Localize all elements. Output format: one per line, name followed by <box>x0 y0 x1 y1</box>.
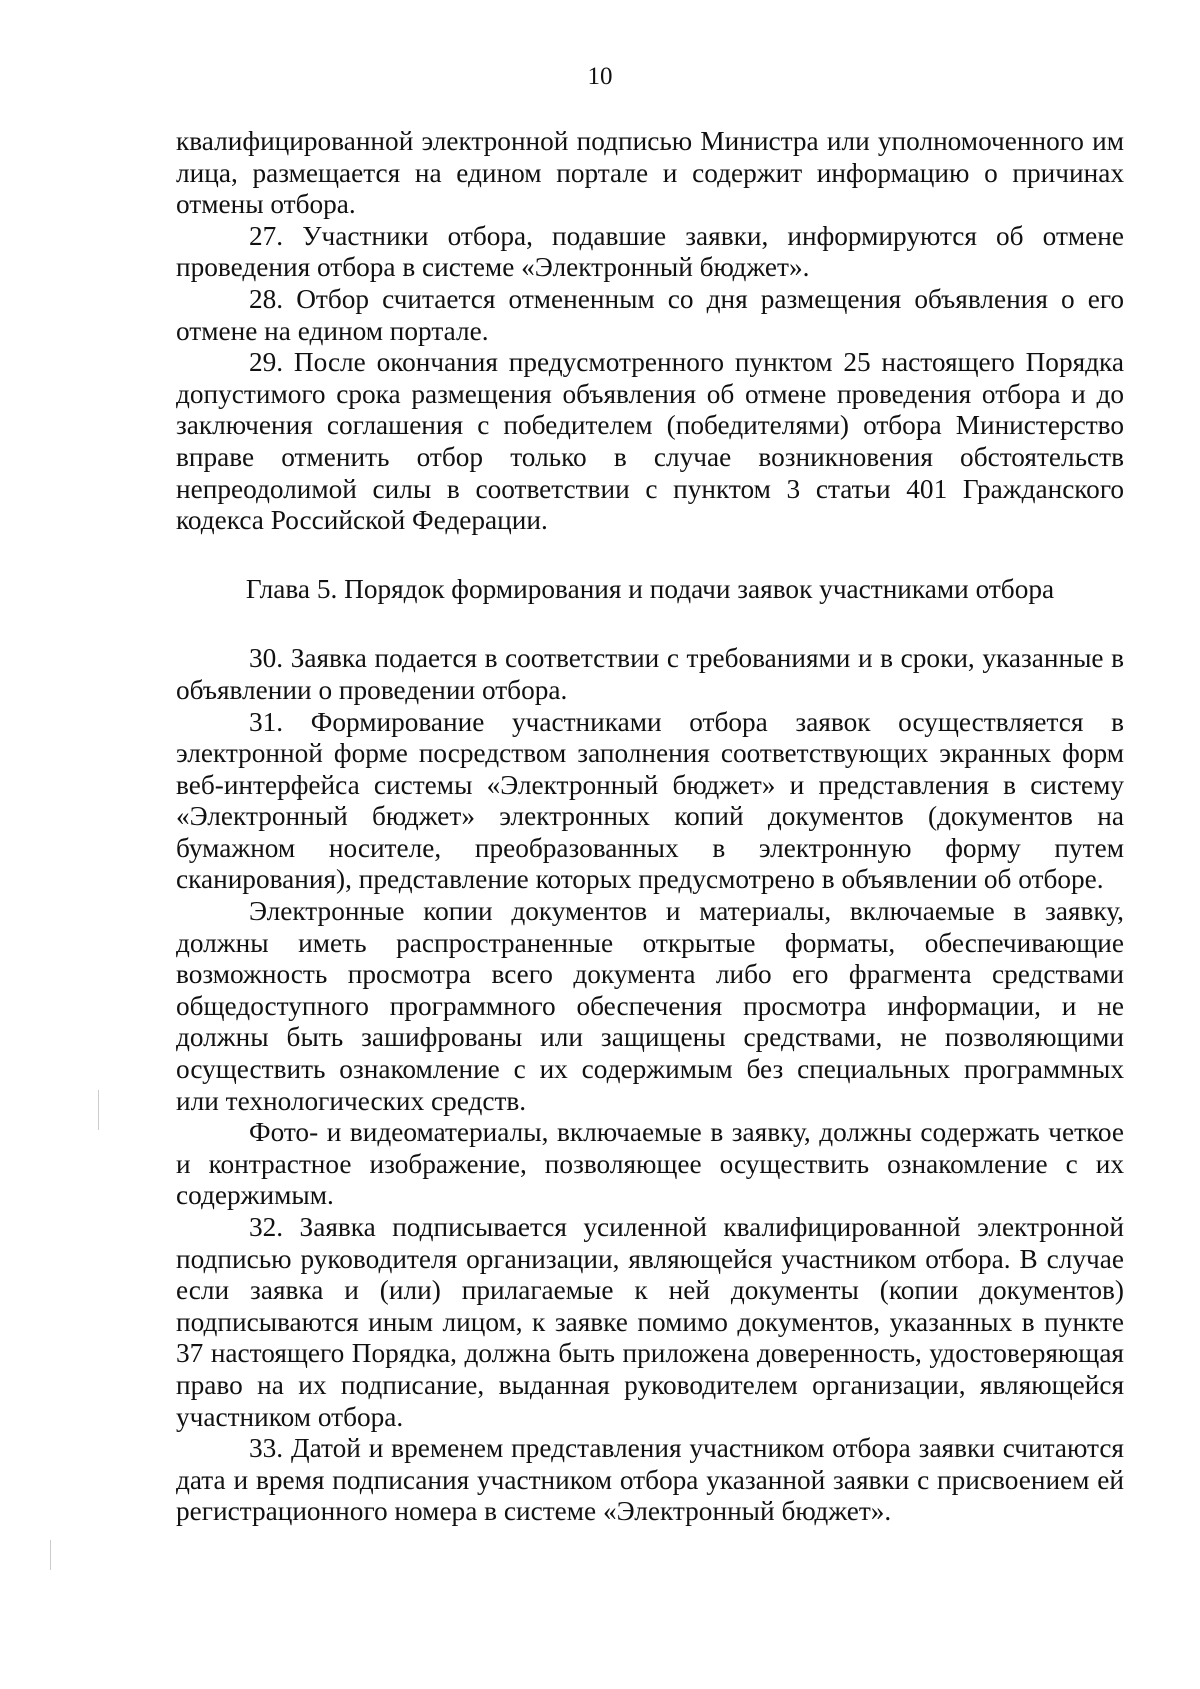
paragraph-continuation: квалифицированной электронной подписью Министра или уполномоченного им лица, размещается на едином портале и содержит информацию о причинах отмены отбора. <box>176 126 1124 220</box>
paragraph-31: 31. Формирование участниками отбора заявок осуществляется в электронной форме посредством заполнения соответствующих экранных форм веб-интерфейса системы «Электронный бюджет» и представления в систему «Электронный бюджет» электронных копий документов (документов на бумажном носителе, преобразованных в электронную форму путем сканирования), представление которых предусмотрено в объявлении об отборе. <box>176 706 1124 895</box>
paragraph-27: 27. Участники отбора, подавшие заявки, информируются об отмене проведения отбора в системе «Электронный бюджет». <box>176 220 1124 283</box>
chapter-heading: Глава 5. Порядок формирования и подачи заявок участниками отбора <box>245 573 1055 604</box>
document-body <box>176 126 1124 1528</box>
scan-edge-mark <box>98 1090 99 1130</box>
paragraph-30: 30. Заявка подается в соответствии с требованиями и в сроки, указанные в объявлении о проведении отбора. <box>176 643 1124 705</box>
paragraph-31-electronic-copies: Электронные копии документов и материалы, включаемые в заявку, должны иметь распространенные открытые форматы, обеспечивающие возможность просмотра всего документа либо его фрагмента средствами общедоступного программного обеспечения просмотра информации, и не должны быть зашифрованы или защищены средствами, не позволяющими осуществить ознакомление с их содержимым без специальных программных или технологических средств. <box>176 896 1124 1116</box>
paragraph-33: 33. Датой и временем представления участником отбора заявки считаются дата и время подписания участником отбора указанной заявки с присвоением ей регистрационного номера в системе «Электронный бюджет». <box>176 1433 1124 1527</box>
scan-edge-mark <box>50 1540 51 1570</box>
page-number: 10 <box>587 63 613 90</box>
paragraph-31-photo-video: Фото- и видеоматериалы, включаемые в заявку, должны содержать четкое и контрастное изображение, позволяющее осуществить ознакомление с их содержимым. <box>176 1117 1124 1211</box>
paragraph-32: 32. Заявка подписывается усиленной квалифицированной электронной подписью руководителя организации, являющейся участником отбора. В случае если заявка и (или) прилагаемые к ней документы (копии документов) подписываются иным лицом, к заявке помимо документов, указанных в пункте 37 настоящего Порядка, должна быть приложена доверенность, удостоверяющая право на их подписание, выданная руководителем организации, являющейся участником отбора. <box>176 1212 1124 1432</box>
paragraph-29: 29. После окончания предусмотренного пунктом 25 настоящего Порядка допустимого срока размещения объявления об отмене проведения отбора и до заключения соглашения с победителем (победителями) отбора Министерство вправе отменить отбор только в случае возникновения обстоятельств непреодолимой силы в соответствии с пунктом 3 статьи 401 Гражданского кодекса Российской Федерации. <box>176 347 1124 536</box>
paragraph-28: 28. Отбор считается отмененным со дня размещения объявления о его отмене на едином портале. <box>176 283 1124 346</box>
